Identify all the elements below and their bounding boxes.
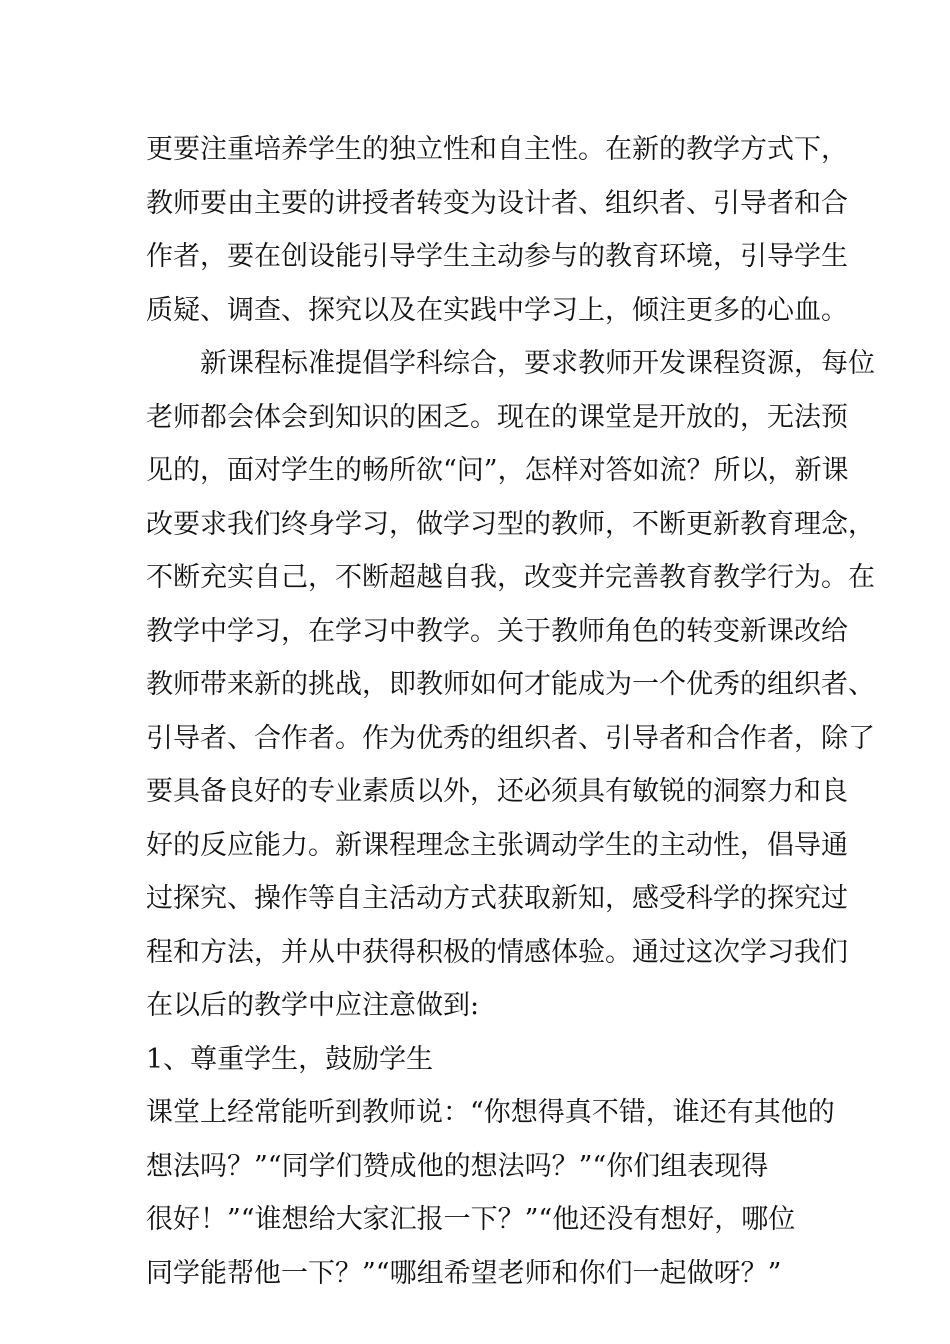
text-line: 要具备良好的专业素质以外，还必须具有敏锐的洞察力和良 xyxy=(146,776,848,807)
paragraph-start-line: 新课程标准提倡学科综合，要求教师开发课程资源，每位 xyxy=(200,348,875,379)
section-heading: 1、尊重学生，鼓励学生 xyxy=(146,1043,434,1075)
text-line: 同学能帮他一下？”“哪组希望老师和你们一起做呀？” xyxy=(146,1257,782,1289)
text-line: 过探究、操作等自主活动方式获取新知，感受科学的探究过 xyxy=(146,883,848,914)
text-line: 教师带来新的挑战，即教师如何才能成为一个优秀的组织者、 xyxy=(146,669,875,700)
text-line: 好的反应能力。新课程理念主张调动学生的主动性，倡导通 xyxy=(146,829,848,861)
text-line: 在以后的教学中应注意做到: xyxy=(146,990,480,1021)
text-line: 想法吗？”“同学们赞成他的想法吗？”“你们组表现得 xyxy=(146,1150,769,1182)
text-line: 更要注重培养学生的独立性和自主性。在新的教学方式下， xyxy=(146,134,848,165)
text-line: 很好！”“谁想给大家汇报一下？”“他还没有想好，哪位 xyxy=(146,1204,796,1235)
text-line: 引导者、合作者。作为优秀的组织者、引导者和合作者，除了 xyxy=(146,722,875,754)
text-line: 质疑、调查、探究以及在实践中学习上，倾注更多的心血。 xyxy=(146,294,848,326)
text-line: 不断充实自己，不断超越自我，改变并完善教育教学行为。在 xyxy=(146,562,875,593)
text-line: 课堂上经常能听到教师说：“你想得真不错，谁还有其他的 xyxy=(146,1097,835,1128)
text-line: 见的，面对学生的畅所欲“问”，怎样对答如流？所以，新课 xyxy=(146,455,849,486)
text-line: 教学中学习，在学习中教学。关于教师角色的转变新课改给 xyxy=(146,615,848,647)
body-text xyxy=(146,123,875,1300)
text-line: 改要求我们终身学习，做学习型的教师，不断更新教育理念， xyxy=(146,508,875,540)
text-line: 作者，要在创设能引导学生主动参与的教育环境，引导学生 xyxy=(146,241,848,272)
text-line: 教师要由主要的讲授者转变为设计者、组织者、引导者和合 xyxy=(146,187,848,219)
text-line: 老师都会体会到知识的困乏。现在的课堂是开放的，无法预 xyxy=(146,401,848,433)
text-line: 程和方法，并从中获得积极的情感体验。通过这次学习我们 xyxy=(146,936,848,968)
